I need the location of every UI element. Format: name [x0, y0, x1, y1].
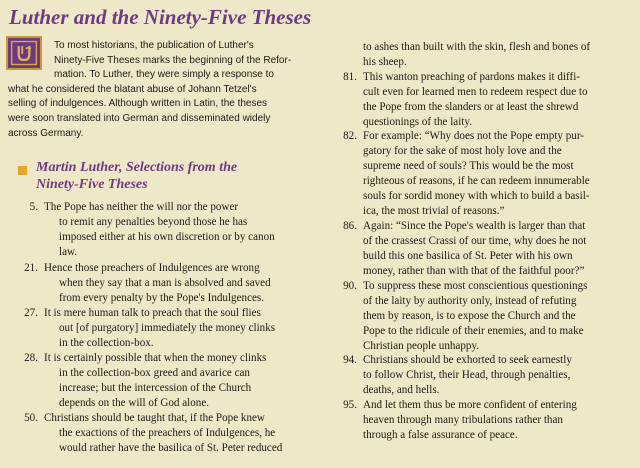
- thesis-line: the exactions of the preachers of Indulgences, he: [59, 427, 276, 440]
- page-title: Luther and the Ninety-Five Theses: [9, 5, 312, 29]
- intro-line: To most historians, the publication of Luther's: [54, 40, 254, 51]
- intro-paragraph: [8, 39, 308, 141]
- intro-line: mation. To Luther, they were simply a response to: [54, 69, 274, 81]
- thesis-line: Hence those preachers of Indulgences are wrong: [44, 262, 260, 274]
- thesis-line: To suppress these most conscientious questionings: [363, 280, 588, 292]
- thesis-number: 95.: [343, 399, 357, 411]
- thesis-line: Christian people unhappy.: [363, 340, 480, 353]
- thesis-81: [343, 70, 588, 130]
- thesis-number: 28.: [24, 352, 38, 364]
- thesis-94: [343, 353, 572, 398]
- thesis-line: the Pope from the slanders or at least the shrewd: [363, 101, 579, 114]
- thesis-line: to ashes than built with the skin, flesh and bones of: [363, 41, 591, 53]
- thesis-line: law.: [59, 246, 78, 259]
- thesis-line: Christians should be exhorted to seek earnestly: [363, 354, 572, 366]
- thesis-line: of the crassest Crassi of our time, why does he not: [363, 235, 587, 248]
- thesis-28: [24, 351, 267, 411]
- thesis-line: And let them thus be more confident of entering: [363, 399, 577, 411]
- thesis-number: 27.: [24, 307, 38, 319]
- thesis-line: of the laity by authority only, instead of refuting: [363, 295, 577, 308]
- thesis-line: This wanton preaching of pardons makes it diffi-: [363, 71, 580, 83]
- thesis-line: Pope to the ridicule of their enemies, and to make: [363, 325, 584, 338]
- thesis-90: [343, 279, 588, 354]
- thesis-line: in the collection-box greed and avarice can: [59, 367, 250, 380]
- thesis-number: 21.: [24, 262, 38, 274]
- thesis-line: would rather have the basilica of St. Peter reduced: [59, 442, 283, 455]
- thesis-line: out [of purgatory] immediately the money clinks: [59, 322, 276, 335]
- thesis-number: 86.: [343, 220, 357, 232]
- thesis-line: imposed either at his own discretion or by canon: [59, 231, 275, 244]
- thesis-line: increase; but the intercession of the Church: [59, 382, 252, 395]
- thesis-50: [24, 411, 283, 456]
- thesis-line: to remit any penalties beyond those he has: [59, 216, 248, 229]
- thesis-27: [24, 306, 276, 351]
- thesis-line: gatory for the sake of most holy love and the: [363, 145, 562, 158]
- thesis-line: heaven through many tribulations rather than: [363, 414, 563, 427]
- thesis-line: them by reason, is to expose the Church and the: [363, 310, 576, 323]
- thesis-line: depends on the will of God alone.: [59, 397, 210, 410]
- section-title: [36, 160, 237, 193]
- thesis-5: [29, 200, 275, 260]
- thesis-line: cult even for learned men to redeem respect due to: [363, 86, 588, 99]
- intro-line: across Germany.: [8, 127, 84, 139]
- thesis-line: to follow Christ, their Head, through penalties,: [363, 369, 571, 382]
- thesis-line: It is certainly possible that when the money clinks: [44, 352, 267, 364]
- intro-line: Ninety-Five Theses marks the beginning of the Refor-: [54, 54, 292, 66]
- thesis-50-continuation: [363, 40, 590, 70]
- thesis-line: his sheep.: [363, 56, 407, 69]
- section-title-line: Ninety-Five Theses: [36, 176, 148, 192]
- thesis-line: Christians should be taught that, if the Pope knew: [44, 412, 265, 424]
- thesis-line: ica, the most trivial of reasons.”: [363, 205, 505, 218]
- thesis-line: Again: “Since the Pope's wealth is larger than that: [363, 220, 586, 232]
- thesis-number: 90.: [343, 280, 357, 292]
- thesis-line: in the collection-box.: [59, 337, 154, 350]
- thesis-95: [343, 398, 577, 443]
- section-title-line: Martin Luther, Selections from the: [36, 160, 238, 175]
- thesis-line: deaths, and hells.: [363, 384, 440, 397]
- thesis-number: 5.: [29, 201, 38, 213]
- thesis-line: questionings of the laity.: [363, 116, 472, 129]
- thesis-line: from every penalty by the Pope's Indulgences.: [59, 292, 265, 305]
- thesis-line: money, rather than with that of the faithful poor?”: [363, 265, 585, 278]
- section-bullet-icon: [18, 166, 27, 175]
- thesis-line: For example: “Why does not the Pope empty pur-: [363, 130, 584, 142]
- thesis-line: souls for sordid money with which to build a basil-: [363, 190, 590, 203]
- thesis-line: when they say that a man is absolved and saved: [59, 277, 271, 290]
- thesis-21: [24, 261, 271, 306]
- thesis-number: 94.: [343, 354, 357, 366]
- thesis-line: supreme need of souls? This would be the most: [363, 160, 574, 173]
- thesis-line: through a false assurance of peace.: [363, 429, 518, 442]
- thesis-line: build this one basilica of St. Peter with his own: [363, 250, 573, 263]
- intro-line: were soon translated into German and disseminated widely: [8, 112, 271, 124]
- thesis-82: [343, 129, 590, 220]
- thesis-number: 82.: [343, 130, 357, 142]
- thesis-number: 81.: [343, 71, 357, 83]
- thesis-86: [343, 219, 587, 279]
- intro-line: what he considered the blatant abuse of Johann Tetzel's: [8, 83, 257, 95]
- thesis-number: 50.: [24, 412, 38, 424]
- intro-line: selling of indulgences. Although written in Latin, the theses: [8, 98, 268, 110]
- thesis-line: The Pope has neither the will nor the power: [44, 201, 239, 213]
- thesis-line: It is mere human talk to preach that the soul flies: [44, 307, 261, 319]
- thesis-line: righteous of reasons, if he can redeem innumerable: [363, 175, 590, 188]
